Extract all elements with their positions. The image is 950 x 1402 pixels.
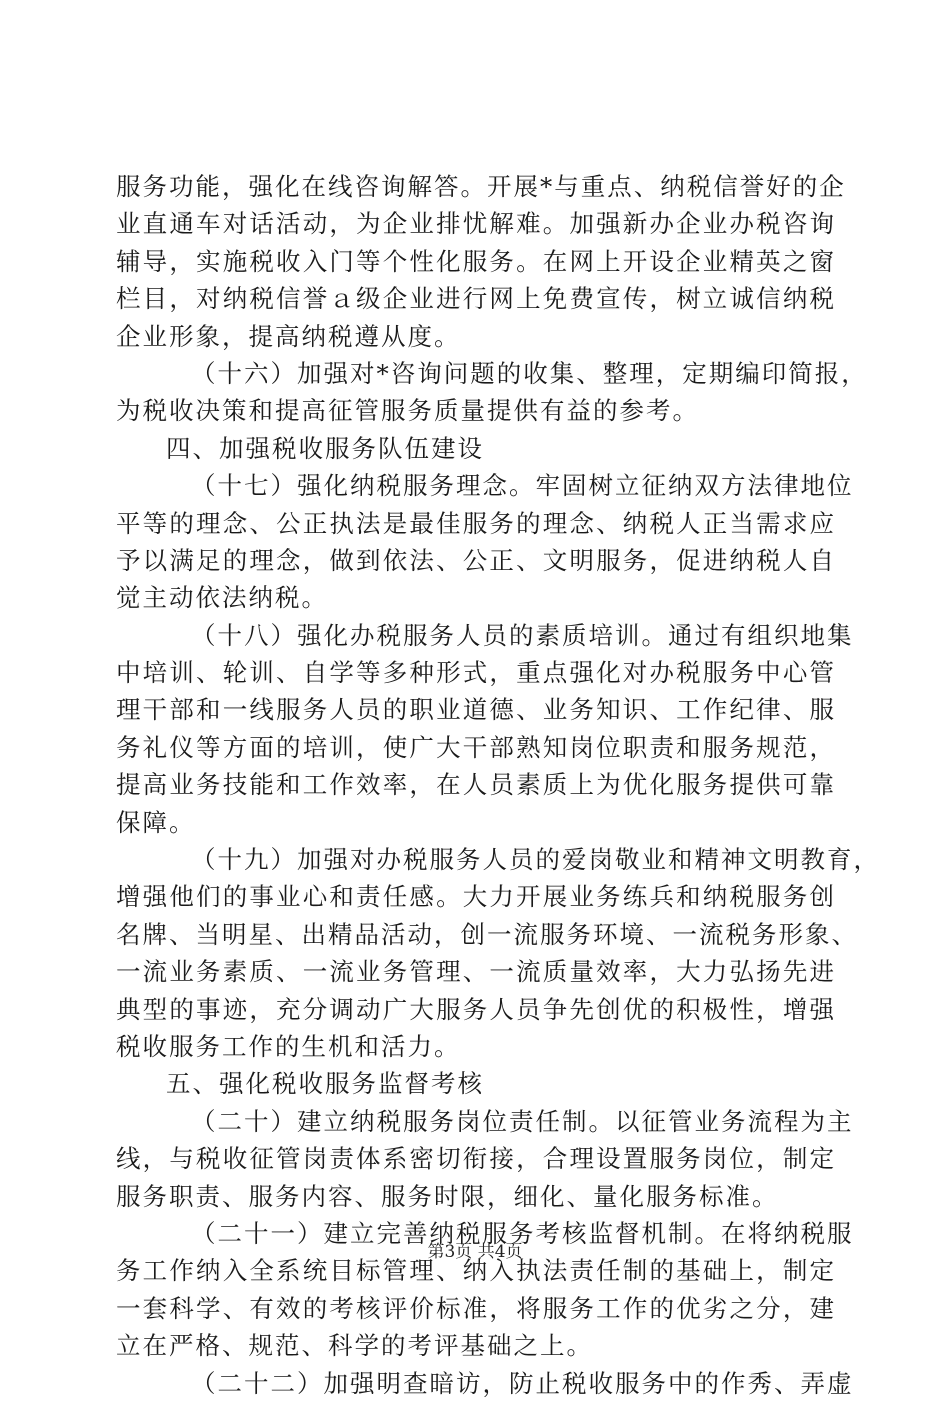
text-line: 保障。 [116,807,196,837]
text-line: 线，与税收征管岗责体系密切衔接，合理设置服务岗位，制定 [116,1144,836,1174]
section-item-20: （二十）建立纳税服务岗位责任制。以征管业务流程为主 [191,1106,854,1136]
text-line: 名牌、当明星、出精品活动，创一流服务环境、一流税务形象、 [116,919,858,949]
text-line: 服务职责、服务内容、服务时限，细化、量化服务标准。 [116,1181,779,1211]
text-line: 业直通车对话活动，为企业排忧解难。加强新办企业办税咨询 [116,209,836,239]
text-line: 予以满足的理念，做到依法、公正、文明服务，促进纳税人自 [116,545,836,575]
text-line: 觉主动依法纳税。 [116,583,328,613]
section-heading-4: 四、加强税收服务队伍建设 [166,433,484,463]
document-body [116,168,880,1402]
text-line: 典型的事迹，充分调动广大服务人员争先创优的积极性，增强 [116,994,836,1024]
section-item-22: （二十二）加强明查暗访，防止税收服务中的作秀、弄虚 [191,1368,854,1398]
text-line: 企业形象，提高纳税遵从度。 [116,321,461,351]
text-line: 立在严格、规范、科学的考评基础之上。 [116,1331,593,1361]
text-line: 平等的理念、公正执法是最佳服务的理念、纳税人正当需求应 [116,508,836,538]
text-line: 一套科学、有效的考核评价标准，将服务工作的优劣之分，建 [116,1293,836,1323]
text-line: 一流业务素质、一流业务管理、一流质量效率，大力弘扬先进 [116,957,836,987]
text-line: 服务功能，强化在线咨询解答。开展*与重点、纳税信誉好的企 [116,172,846,201]
section-item-21: （二十一）建立完善纳税服务考核监督机制。在将纳税服 [191,1218,854,1248]
text-line: 辅导，实施税收入门等个性化服务。在网上开设企业精英之窗 [116,246,836,276]
section-item-16: （十六）加强对*咨询问题的收集、整理，定期编印简报， [191,358,868,388]
text-line: 栏目，对纳税信誉ａ级企业进行网上免费宣传，树立诚信纳税 [116,284,836,314]
page-number: 第3页 共4页 [427,1242,523,1262]
text-line: 务礼仪等方面的培训，使广大干部熟知岗位职责和服务规范， [116,732,836,762]
text-line: 增强他们的事业心和责任感。大力开展业务练兵和纳税服务创 [116,882,836,912]
text-line: 提高业务技能和工作效率，在人员素质上为优化服务提供可靠 [116,770,836,800]
text-line: 税收服务工作的生机和活力。 [116,1031,461,1061]
section-item-18: （十八）强化办税服务人员的素质培训。通过有组织地集 [191,620,854,650]
section-item-19: （十九）加强对办税服务人员的爱岗敬业和精神文明教育， [191,845,880,875]
text-line: 为税收决策和提高征管服务质量提供有益的参考。 [116,396,699,426]
text-line: 理干部和一线服务人员的职业道德、业务知识、工作纪律、服 [116,695,836,725]
text-line: 务工作纳入全系统目标管理、纳入执法责任制的基础上，制定 [116,1256,836,1286]
section-heading-5: 五、强化税收服务监督考核 [166,1069,484,1099]
section-item-17: （十七）强化纳税服务理念。牢固树立征纳双方法律地位 [191,471,854,501]
text-line: 中培训、轮训、自学等多种形式，重点强化对办税服务中心管 [116,658,836,688]
